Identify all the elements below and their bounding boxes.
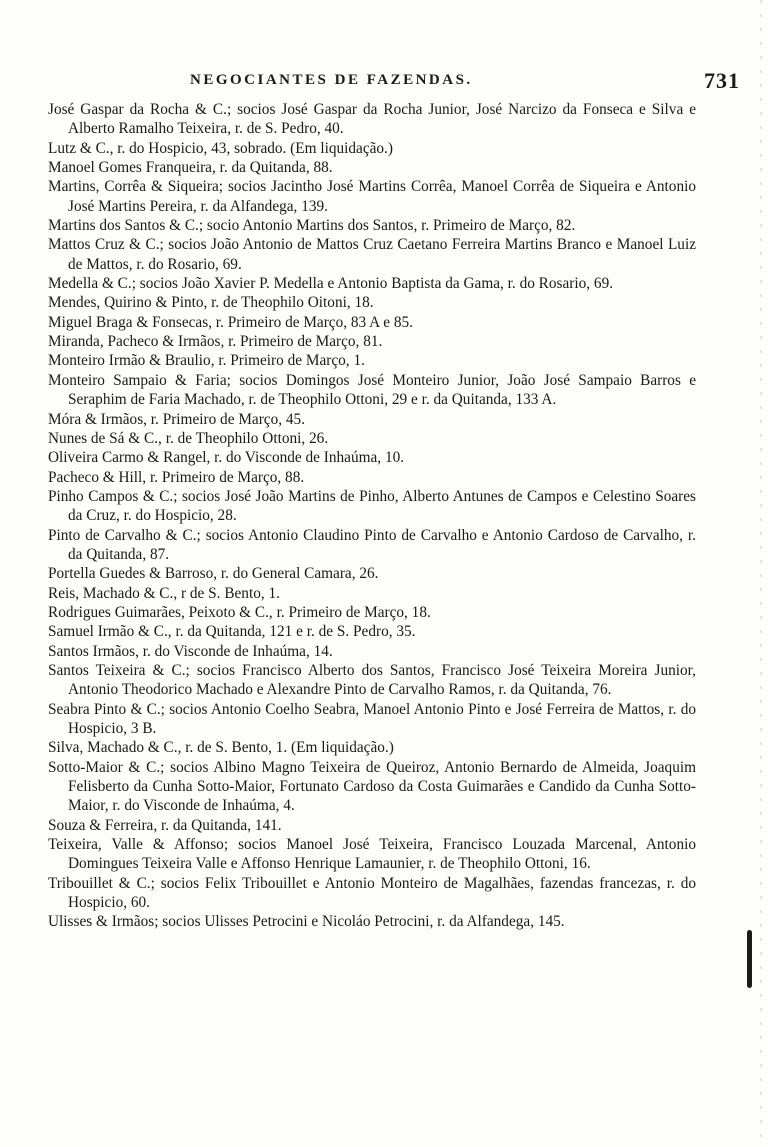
merchant-entry: Silva, Machado & C., r. de S. Bento, 1. (Em liquidação.) <box>48 739 394 757</box>
merchant-entry: Seabra Pinto & C.; socios Antonio Coelho Seabra, Manoel Antonio Pinto e José Ferreira de Mattos, r. do Hospicio, 3 B. <box>48 700 696 737</box>
merchant-entry: Samuel Irmão & C., r. da Quitanda, 121 e r. de S. Pedro, 35. <box>48 623 416 641</box>
merchant-entry: Pinho Campos & C.; socios José João Martins de Pinho, Alberto Antunes de Campos e Celestino Soares da Cruz, r. do Hospicio, 28. <box>48 487 696 525</box>
merchant-entry: Lutz & C., r. do Hospicio, 43, sobrado. (Em liquidação.) <box>48 139 393 157</box>
merchant-entry: Tribouillet & C.; socios Felix Tribouillet e Antonio Monteiro de Magalhães, fazendas francezas, r. do Hospicio, 60. <box>48 874 696 912</box>
merchant-entry: Teixeira, Valle & Affonso; socios Manoel José Teixeira, Francisco Louzada Marcenal, Antonio Domingues Teixeira Valle e Affonso Henrique Lamaunier, r. de Theophilo Ottoni, 16. <box>48 836 696 873</box>
page-edge-texture <box>760 0 762 1147</box>
merchant-entry: Santos Teixeira & C.; socios Francisco Alberto dos Santos, Francisco José Teixeira Moreira Junior, Antonio Theodorico Machado e Alexandre Pinto de Carvalho Ramos, r. da Quitanda, 76. <box>48 661 696 699</box>
merchant-entry: Mendes, Quirino & Pinto, r. de Theophilo Oitoni, 18. <box>48 294 374 312</box>
merchant-entry: Reis, Machado & C., r de S. Bento, 1. <box>48 584 280 602</box>
merchant-entry: Rodrigues Guimarães, Peixoto & C., r. Primeiro de Março, 18. <box>48 603 431 621</box>
merchant-entry: Santos Irmãos, r. do Visconde de Inhaúma, 14. <box>48 642 333 660</box>
merchant-entry: Souza & Ferreira, r. da Quitanda, 141. <box>48 816 282 834</box>
merchant-entry: Nunes de Sá & C., r. de Theophilo Ottoni, 26. <box>48 429 329 447</box>
merchant-entry: Móra & Irmãos, r. Primeiro de Março, 45. <box>48 410 306 428</box>
merchant-entry: Martins dos Santos & C.; socio Antonio Martins dos Santos, r. Primeiro de Março, 82. <box>48 217 576 235</box>
merchant-entry: Medella & C.; socios João Xavier P. Medella e Antonio Baptista da Gama, r. do Rosario, 69. <box>48 275 614 293</box>
merchant-entry: José Gaspar da Rocha & C.; socios José Gaspar da Rocha Junior, José Narcizo da Fonseca e Silva e Alberto Ramalho Teixeira, r. de S. Pedro, 40. <box>48 101 696 138</box>
merchant-entry: Manoel Gomes Franqueira, r. da Quitanda, 88. <box>48 159 333 177</box>
page-title: NEGOCIANTES DE FAZENDAS. <box>190 72 473 88</box>
merchant-entry: Sotto-Maior & C.; socios Albino Magno Teixeira de Queiroz, Antonio Bernardo de Almeida, Joaquim Felisberto da Cunha Sotto-Maior, Fortunato Cardoso da Costa Guimarães e Candido da Cunha Sotto-Maior, r. do Visconde de Inhaúma, 4. <box>48 758 696 815</box>
merchant-entry: Pinto de Carvalho & C.; socios Antonio Claudino Pinto de Carvalho e Antonio Cardoso de Carvalho, r. da Quitanda, 87. <box>48 526 696 563</box>
merchant-entry: Miranda, Pacheco & Irmãos, r. Primeiro de Março, 81. <box>48 333 383 351</box>
merchant-entry: Monteiro Irmão & Braulio, r. Primeiro de Março, 1. <box>48 352 365 370</box>
merchant-list <box>48 100 696 932</box>
merchant-entry: Pacheco & Hill, r. Primeiro de Março, 88. <box>48 468 305 486</box>
merchant-entry: Oliveira Carmo & Rangel, r. do Visconde de Inhaúma, 10. <box>48 449 405 467</box>
page-number: 731 <box>704 68 740 93</box>
merchant-entry: Miguel Braga & Fonsecas, r. Primeiro de Março, 83 A e 85. <box>48 313 413 331</box>
binding-mark <box>747 930 752 988</box>
page-header <box>40 68 740 98</box>
merchant-entry: Mattos Cruz & C.; socios João Antonio de Mattos Cruz Caetano Ferreira Martins Branco e Manoel Luiz de Mattos, r. do Rosario, 69. <box>48 236 696 273</box>
merchant-entry: Martins, Corrêa & Siqueira; socios Jacintho José Martins Corrêa, Manoel Corrêa de Siqueira e Antonio José Martins Pereira, r. da Alfandega, 139. <box>48 178 696 215</box>
merchant-entry: Ulisses & Irmãos; socios Ulisses Petrocini e Nicoláo Petrocini, r. da Alfandega, 145. <box>48 913 565 931</box>
merchant-entry: Monteiro Sampaio & Faria; socios Domingos José Monteiro Junior, João José Sampaio Barros e Seraphim de Faria Machado, r. de Theophilo Ottoni, 29 e r. da Quitanda, 133 A. <box>48 371 696 409</box>
merchant-entry: Portella Guedes & Barroso, r. do General Camara, 26. <box>48 565 379 583</box>
